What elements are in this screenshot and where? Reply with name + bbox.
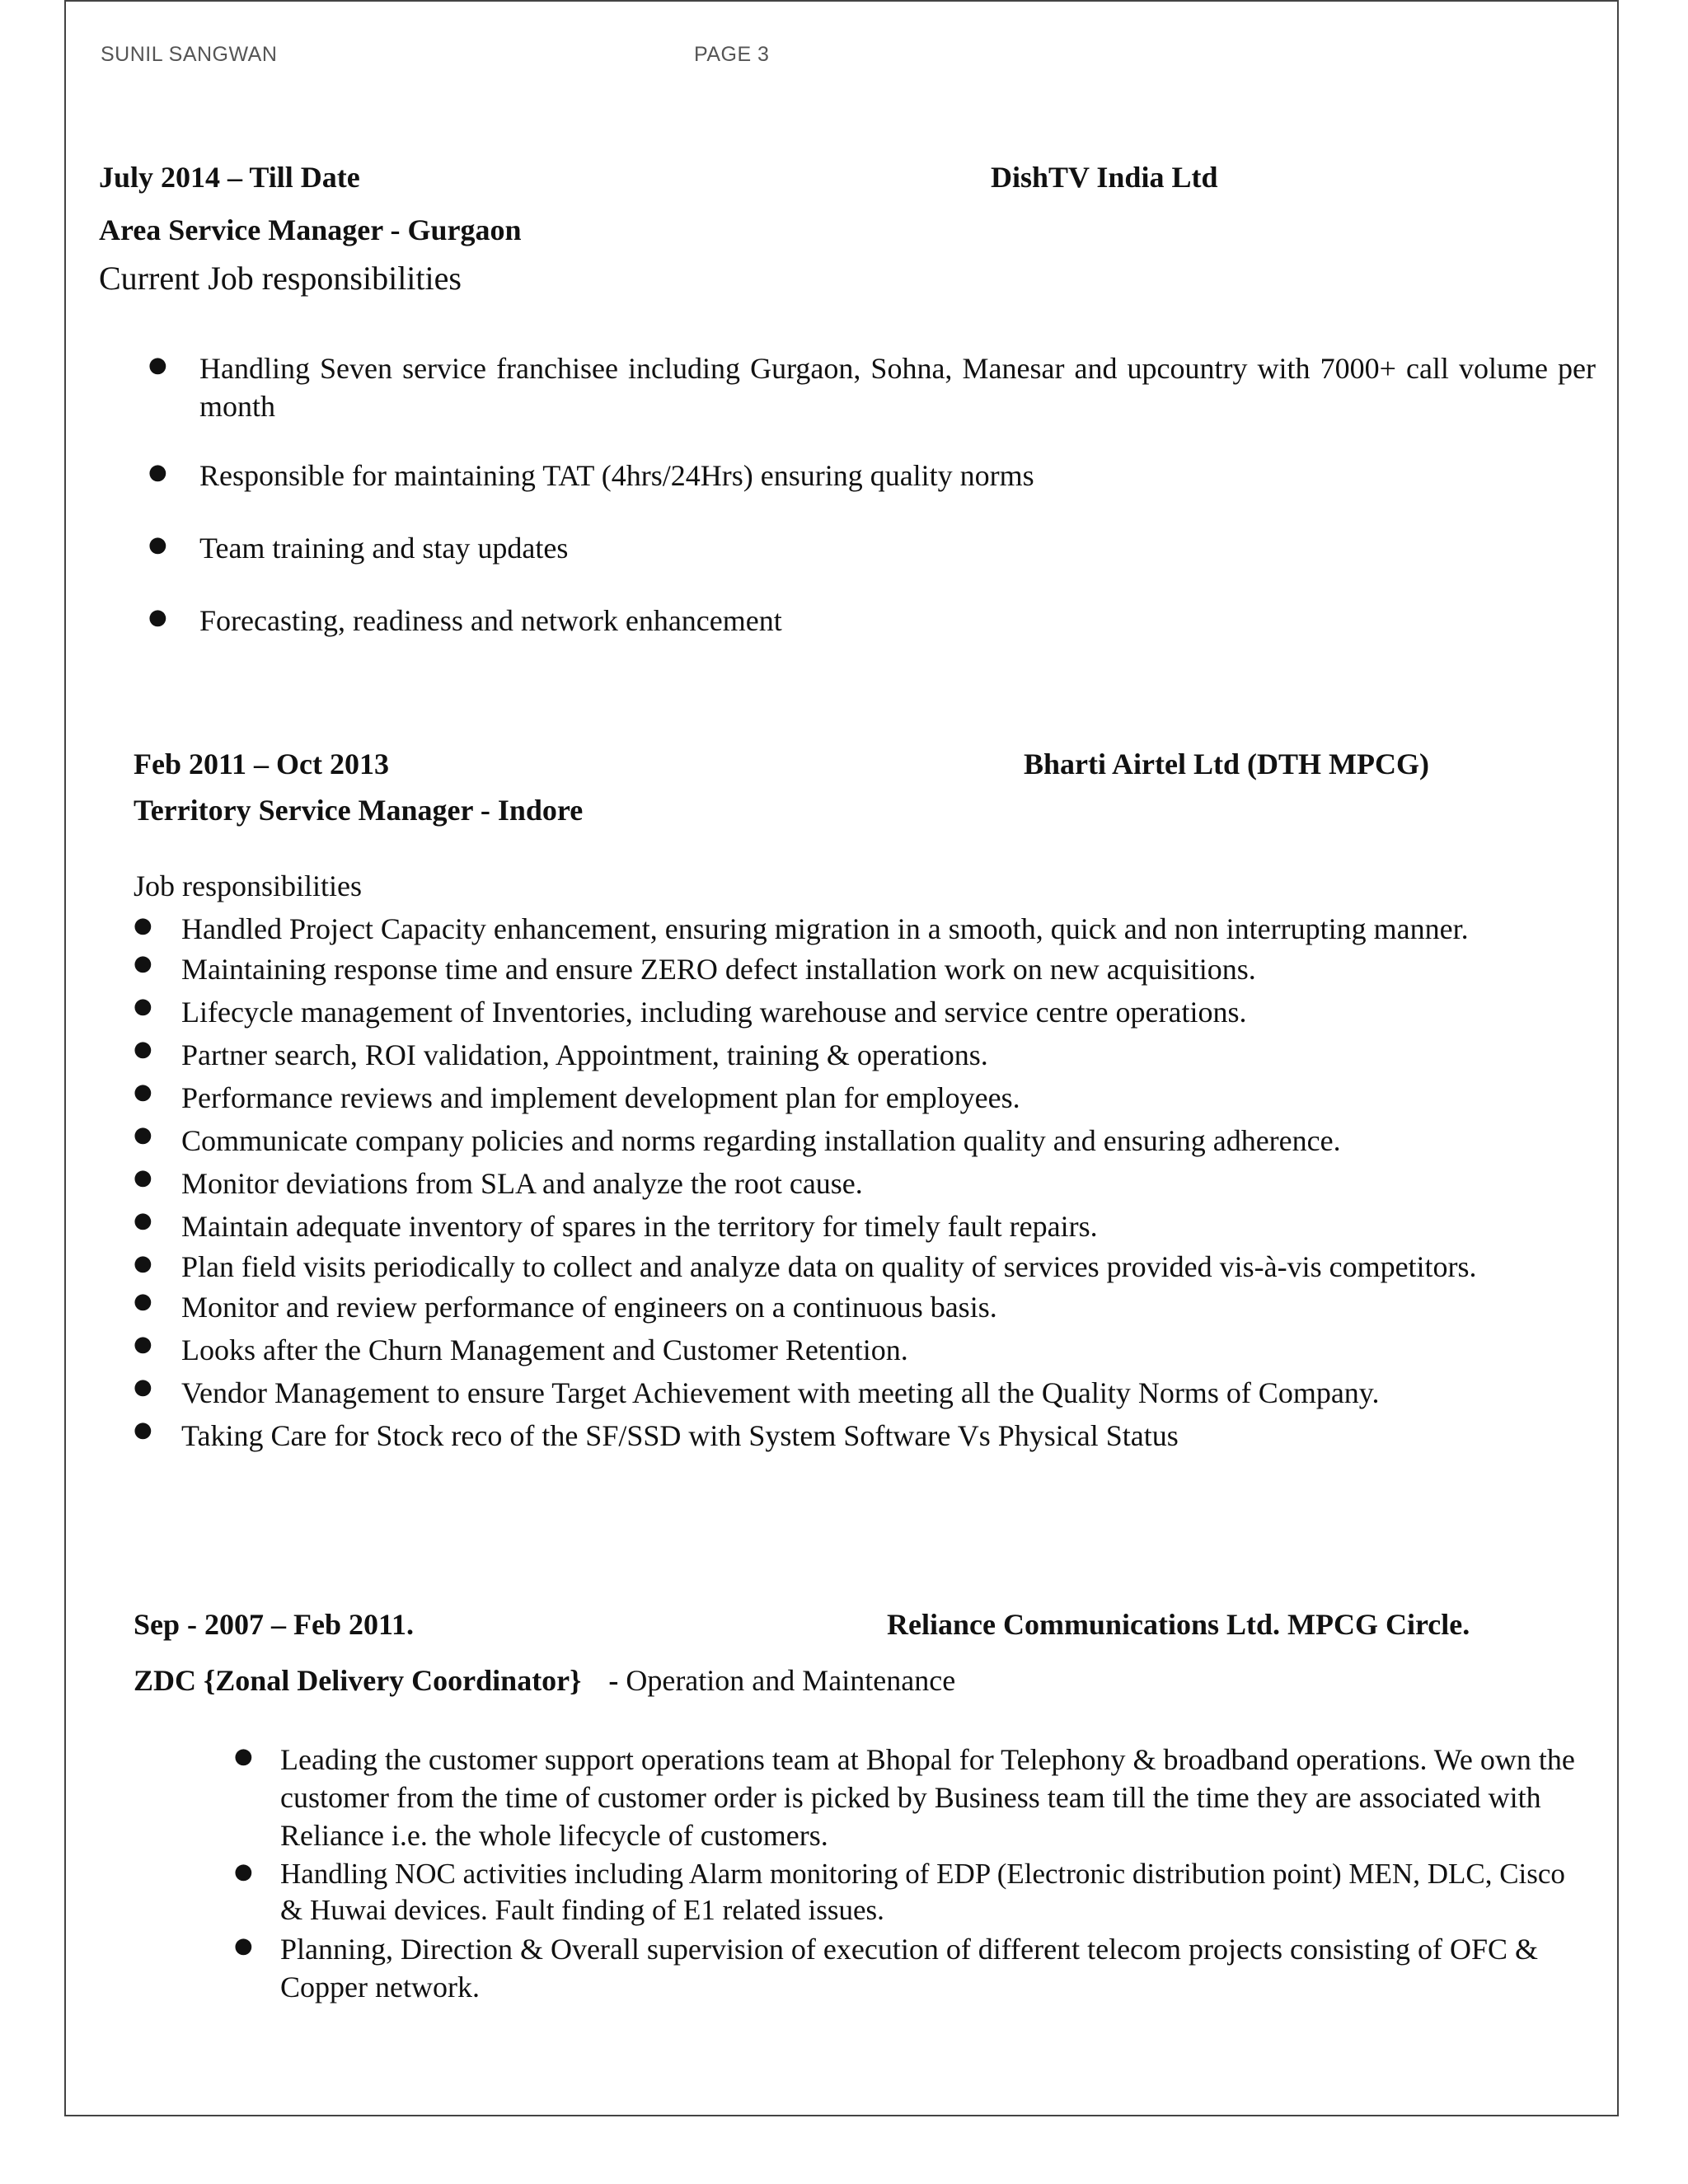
job3-role-line: [134, 1663, 955, 1698]
list-item: [134, 991, 1507, 1033]
bullet-icon: ●: [134, 1332, 152, 1357]
bullet-icon: ●: [148, 605, 167, 630]
list-item: [148, 349, 1596, 425]
bullet-icon: ●: [134, 913, 152, 938]
job1-dates: July 2014 – Till Date: [99, 161, 360, 194]
bullet-icon: ●: [134, 1037, 152, 1062]
job1-company: DishTV India Ltd: [991, 161, 1218, 194]
bullet-icon: ●: [148, 353, 167, 377]
header-page-number: PAGE 3: [694, 43, 770, 66]
bullet-icon: ●: [134, 1289, 152, 1314]
job3-responsibilities-list: [234, 1741, 1578, 2006]
bullet-icon: ●: [148, 460, 167, 485]
bullet-icon: ●: [234, 1933, 253, 1958]
list-item-text: Partner search, ROI validation, Appointment, training & operations.: [181, 1038, 988, 1071]
list-item: [134, 1329, 1507, 1371]
job1-section-title: Current Job responsibilities: [99, 260, 462, 297]
list-item-text: Performance reviews and implement development plan for employees.: [181, 1081, 1020, 1114]
bullet-icon: ●: [134, 994, 152, 1019]
job3-role: ZDC {Zonal Delivery Coordinator}: [134, 1664, 582, 1697]
list-item: [134, 1033, 1507, 1076]
job2-company: Bharti Airtel Ltd (DTH MPCG): [1024, 748, 1429, 780]
list-item: [134, 1119, 1507, 1162]
list-item: [148, 602, 1596, 640]
bullet-icon: ●: [134, 1418, 152, 1442]
list-item-text: Handling Seven service franchisee including Gurgaon, Sohna, Manesar and upcountry with 7000+ call volume per month: [199, 352, 1596, 423]
job3-role-separator: -: [608, 1664, 626, 1697]
list-item: [134, 1286, 1507, 1329]
list-item-text: Maintaining response time and ensure ZERO defect installation work on new acquisitions.: [181, 953, 1256, 986]
list-item-text: Plan field visits periodically to collect and analyze data on quality of services provided vis-à-vis competitors.: [181, 1250, 1477, 1283]
job2-dates: Feb 2011 – Oct 2013: [134, 748, 389, 780]
list-item-text: Looks after the Churn Management and Customer Retention.: [181, 1333, 908, 1366]
list-item: [148, 457, 1596, 494]
bullet-icon: ●: [148, 532, 167, 557]
list-item: [134, 948, 1507, 991]
list-item-text: Handled Project Capacity enhancement, ensuring migration in a smooth, quick and non interrupting manner.: [181, 912, 1469, 945]
list-item-text: Responsible for maintaining TAT (4hrs/24Hrs) ensuring quality norms: [199, 459, 1034, 492]
list-item-text: Handling NOC activities including Alarm monitoring of EDP (Electronic distribution point) MEN, DLC, Cisco & Huwai devices. Fault finding of E1 related issues.: [280, 1858, 1565, 1926]
list-item: [234, 1930, 1578, 2006]
job3-company: Reliance Communications Ltd. MPCG Circle.: [887, 1608, 1470, 1641]
bullet-icon: ●: [134, 1375, 152, 1399]
list-item: [148, 529, 1596, 567]
job2-role: Territory Service Manager - Indore: [134, 794, 584, 827]
list-item-text: Communicate company policies and norms regarding installation quality and ensuring adherence.: [181, 1124, 1341, 1157]
bullet-icon: ●: [134, 1122, 152, 1147]
list-item: [134, 910, 1507, 948]
list-item-text: Monitor deviations from SLA and analyze the root cause.: [181, 1167, 863, 1200]
job3-role-detail: Operation and Maintenance: [626, 1664, 956, 1697]
list-item-text: Team training and stay updates: [199, 532, 569, 565]
list-item-text: Monitor and review performance of engineers on a continuous basis.: [181, 1291, 997, 1324]
list-item-text: Planning, Direction & Overall supervision of execution of different telecom projects consisting of OFC & Copper network.: [280, 1933, 1539, 2004]
list-item-text: Lifecycle management of Inventories, including warehouse and service centre operations.: [181, 996, 1247, 1029]
list-item: [134, 1076, 1507, 1119]
bullet-icon: ●: [134, 1251, 152, 1276]
bullet-icon: ●: [134, 1080, 152, 1104]
list-item-text: Leading the customer support operations team at Bhopal for Telephony & broadband operations. We own the customer from the time of customer order is picked by Business team till the time they are associated with Reliance i.e. the whole lifecycle of customers.: [280, 1743, 1575, 1852]
job1-role: Area Service Manager - Gurgaon: [99, 213, 522, 246]
job2-responsibilities-list: [134, 910, 1507, 1457]
list-item-text: Maintain adequate inventory of spares in the territory for timely fault repairs.: [181, 1210, 1098, 1243]
list-item: [134, 1248, 1507, 1286]
list-item: [134, 1371, 1507, 1414]
list-item-text: Vendor Management to ensure Target Achievement with meeting all the Quality Norms of Company.: [181, 1376, 1380, 1409]
bullet-icon: ●: [134, 1208, 152, 1233]
list-item: [134, 1162, 1507, 1205]
list-item-text: Forecasting, readiness and network enhancement: [199, 604, 782, 637]
bullet-icon: ●: [234, 1859, 253, 1884]
bullet-icon: ●: [134, 951, 152, 976]
header-name: SUNIL SANGWAN: [101, 43, 278, 66]
job2-section-title: Job responsibilities: [134, 869, 362, 902]
bullet-icon: ●: [134, 1165, 152, 1190]
list-item: [234, 1741, 1578, 1854]
job3-dates: Sep - 2007 – Feb 2011.: [134, 1608, 415, 1641]
job1-responsibilities-list: [148, 349, 1596, 640]
list-item-text: Taking Care for Stock reco of the SF/SSD with System Software Vs Physical Status: [181, 1419, 1179, 1452]
list-item: [134, 1205, 1507, 1248]
list-item: [234, 1856, 1578, 1929]
bullet-icon: ●: [234, 1744, 253, 1769]
list-item: [134, 1414, 1507, 1457]
